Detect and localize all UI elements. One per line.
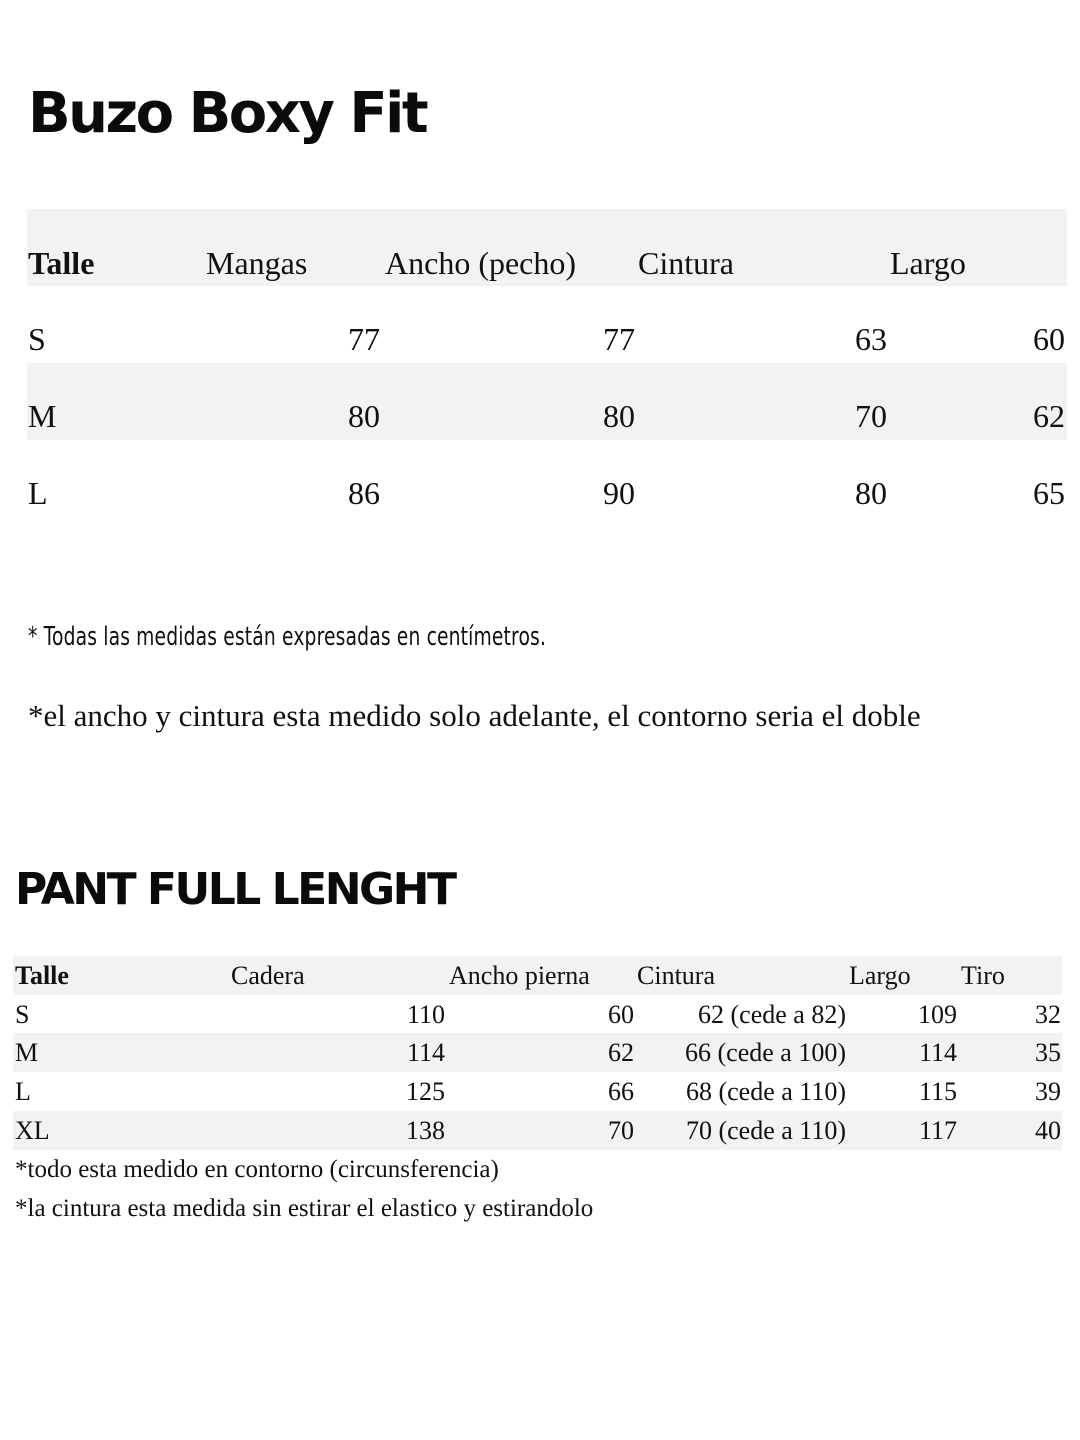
pant-cell-largo: 114 [918,1038,957,1067]
pant-cell-tiro: 32 [1035,1000,1061,1029]
pant-cell-cadera: 114 [406,1038,445,1067]
buzo-cell-talle: M [28,398,57,434]
buzo-measure-note: *el ancho y cintura esta medido solo adelante, el contorno seria el doble [28,698,921,733]
pant-contour-note: *todo esta medido en contorno (circunsferencia) [15,1156,499,1183]
pant-header-talle: Talle [15,961,69,990]
buzo-header-largo: Largo [890,245,966,281]
buzo-cell-cintura: 70 [855,398,887,434]
pant-cell-cintura: 66 (cede a 100) [685,1038,846,1067]
buzo-cell-talle: S [28,321,46,357]
pant-waist-note: *la cintura esta medida sin estirar el elastico y estirandolo [15,1195,594,1222]
buzo-cell-mangas: 77 [348,321,380,357]
pant-header-ancho-pierna: Ancho pierna [449,961,590,990]
buzo-cell-largo: 62 [1033,398,1065,434]
pant-title: PANT FULL LENGHT [15,864,455,915]
buzo-title: Buzo Boxy Fit [28,81,427,146]
buzo-header-ancho: Ancho (pecho) [385,245,577,281]
pant-cell-talle: M [15,1038,39,1067]
buzo-row-band [27,363,1067,440]
buzo-units-note: * Todas las medidas están expresadas en centímetros. [28,622,547,652]
pant-header-cadera: Cadera [231,961,305,990]
pant-header-tiro: Tiro [961,961,1005,990]
pant-cell-ancho-pierna: 62 [608,1038,634,1067]
buzo-header-talle: Talle [28,245,95,281]
pant-cell-cadera: 125 [406,1077,445,1106]
buzo-cell-cintura: 80 [855,475,887,511]
pant-cell-ancho-pierna: 60 [608,1000,634,1029]
buzo-header-mangas: Mangas [206,245,308,281]
pant-cell-tiro: 39 [1035,1077,1061,1106]
pant-cell-cadera: 138 [406,1116,445,1145]
pant-cell-largo: 109 [918,1000,957,1029]
pant-cell-talle: XL [15,1116,50,1145]
buzo-cell-ancho: 77 [603,321,635,357]
buzo-cell-talle: L [28,475,48,511]
pant-header-largo: Largo [849,961,911,990]
buzo-cell-largo: 60 [1033,321,1065,357]
pant-cell-tiro: 35 [1035,1038,1061,1067]
pant-cell-largo: 115 [918,1077,957,1106]
pant-cell-cintura: 62 (cede a 82) [698,1000,846,1029]
buzo-cell-ancho: 90 [603,475,635,511]
buzo-header-cintura: Cintura [638,245,734,281]
pant-cell-ancho-pierna: 70 [608,1116,634,1145]
pant-cell-talle: S [15,1000,30,1029]
pant-cell-talle: L [15,1077,31,1106]
buzo-cell-cintura: 63 [855,321,887,357]
buzo-cell-ancho: 80 [603,398,635,434]
buzo-cell-largo: 65 [1033,475,1065,511]
pant-header-cintura: Cintura [637,961,715,990]
pant-cell-ancho-pierna: 66 [608,1077,634,1106]
pant-cell-cintura: 68 (cede a 110) [685,1077,846,1106]
buzo-cell-mangas: 80 [348,398,380,434]
pant-cell-largo: 117 [918,1116,957,1145]
pant-cell-cadera: 110 [406,1000,445,1029]
buzo-cell-mangas: 86 [348,475,380,511]
pant-cell-tiro: 40 [1035,1116,1061,1145]
pant-cell-cintura: 70 (cede a 110) [685,1116,846,1145]
